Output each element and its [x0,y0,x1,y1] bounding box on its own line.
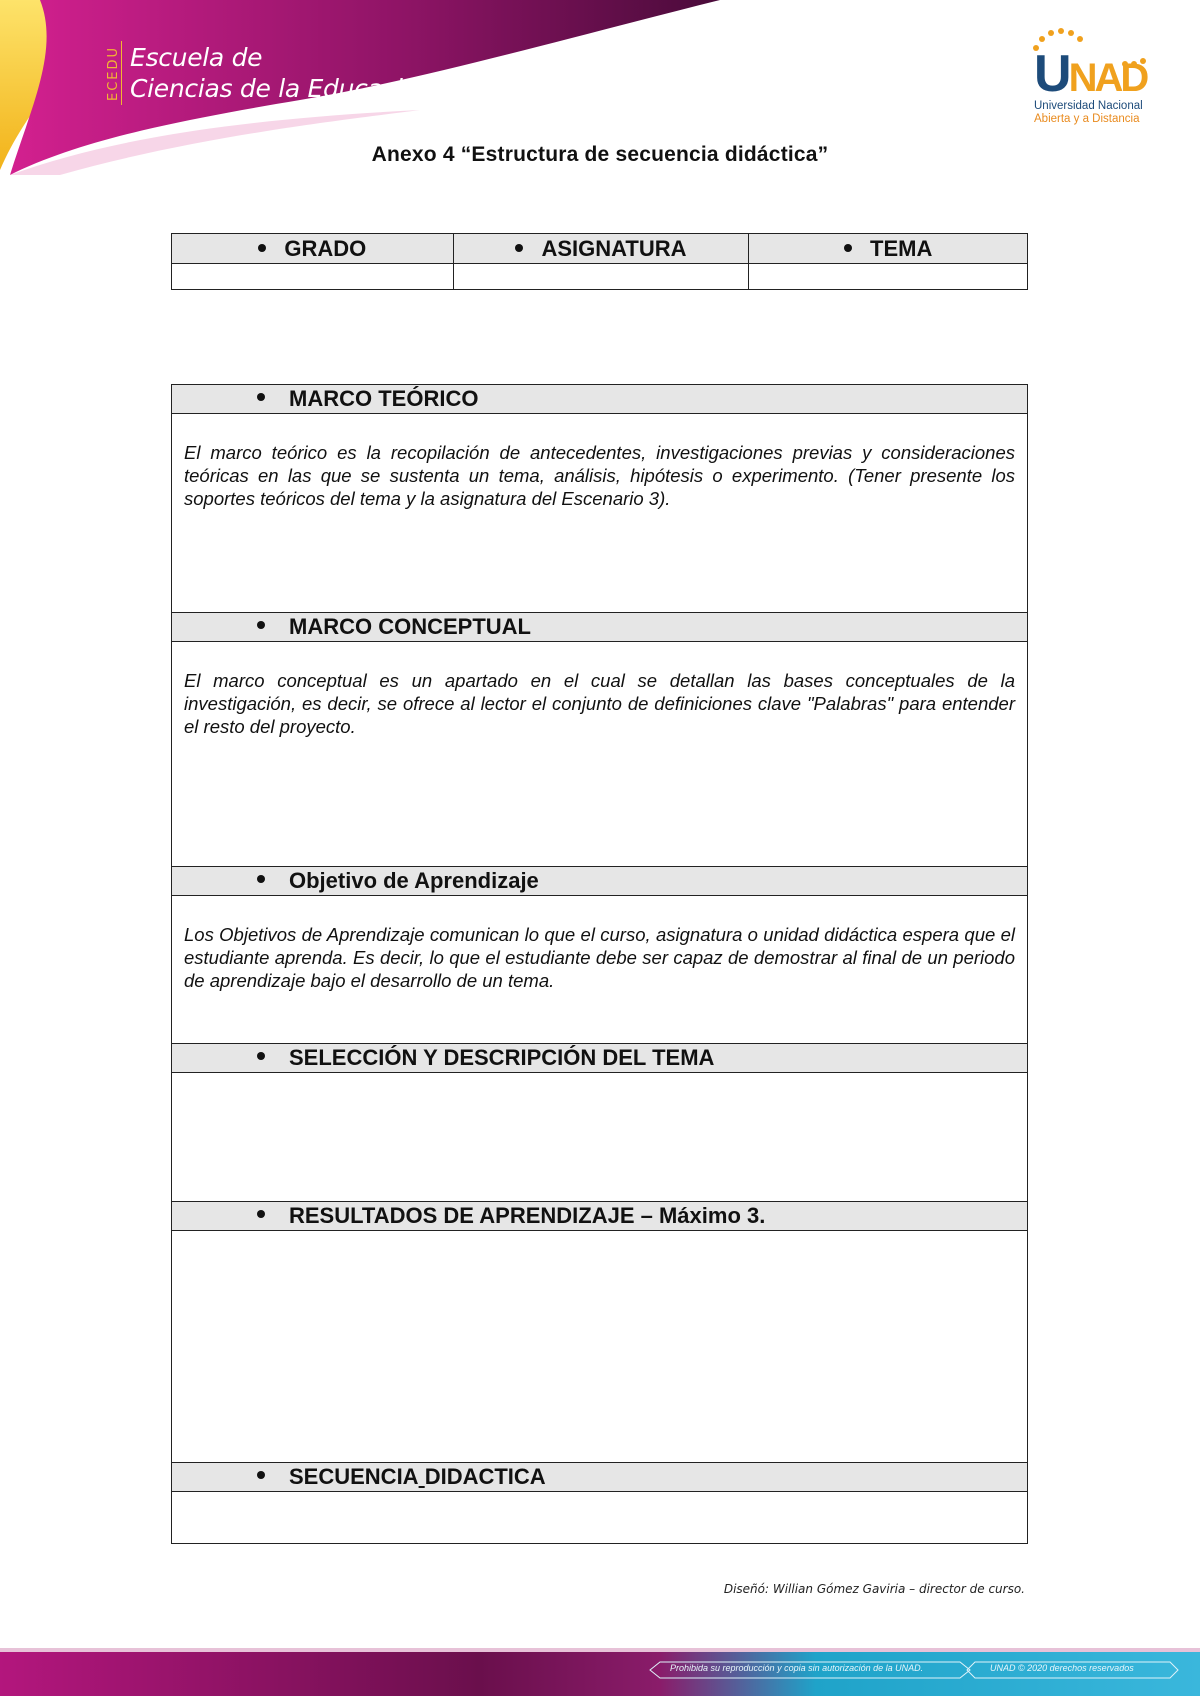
unad-logo [1030,28,1160,128]
bullet-icon [257,393,265,401]
section-text: Los Objetivos de Aprendizaje comunican lo que el curso, asignatura o unidad didáctica espera que el estudiante aprenda. Es decir, lo que el estudiante debe ser capaz de demostrar al final de un periodo de aprendizaje bajo el desarrollo de un tema. [184,924,1015,991]
bullet-icon [257,1471,265,1479]
section-title: Objetivo de Aprendizaje [289,868,539,893]
bullet-icon [844,244,852,252]
info-table [171,233,1028,290]
school-logo [100,38,433,108]
bullet-icon [257,1210,265,1218]
school-name [130,42,433,104]
section-body-marco-teorico[interactable] [172,414,1027,613]
section-body-resultados[interactable] [172,1231,1027,1463]
school-tag: ECEDU [100,41,122,105]
sections-table [171,384,1028,1544]
section-body-objetivo[interactable] [172,896,1027,1044]
section-title: MARCO TEÓRICO [289,386,479,411]
logo-subtitle-line1: Universidad Nacional [1034,100,1143,112]
bullet-icon [258,244,266,252]
school-name-line1: Escuela de [130,43,263,72]
bullet-icon [257,875,265,883]
info-table-value-row [172,264,1028,290]
bullet-icon [257,1052,265,1060]
section-body-secuencia-didactica[interactable] [172,1492,1027,1543]
section-text: El marco conceptual es un apartado en el cual se detallan las bases conceptuales de la investigación, es decir, se ofrece al lector el conjunto de definiciones clave "Palabras" para entender el resto del proyecto. [184,670,1015,737]
footer-note-right: UNAD © 2020 derechos reservados [990,1663,1134,1673]
logo-subtitle-line2: Abierta y a Distancia [1034,113,1140,125]
section-header-marco-conceptual [172,613,1027,642]
info-header-tema: TEMA [749,234,1028,264]
section-header-marco-teorico [172,385,1027,414]
bullet-icon [257,621,265,629]
info-header-asignatura: ASIGNATURA [453,234,749,264]
logo-wordmark: UNAD [1034,45,1147,103]
bullet-icon [515,244,523,252]
section-header-seleccion-tema [172,1044,1027,1073]
section-header-resultados [172,1202,1027,1231]
asignatura-field[interactable] [453,264,749,290]
design-credit: Diseñó: Willian Gómez Gaviria – director de curso. [723,1582,1025,1596]
section-body-marco-conceptual[interactable] [172,642,1027,867]
header-banner [0,0,1200,200]
section-title-part2: DIDACTICA [424,1464,546,1489]
document-title: Anexo 4 “Estructura de secuencia didáctica” [371,143,829,166]
section-header-objetivo [172,867,1027,896]
grado-field[interactable] [172,264,454,290]
section-title-part1: SECUENCIA [289,1464,419,1489]
section-title: SELECCIÓN Y DESCRIPCIÓN DEL TEMA [289,1045,715,1070]
section-header-secuencia-didactica [172,1463,1027,1492]
section-title: RESULTADOS DE APRENDIZAJE – Máximo 3. [289,1203,766,1228]
footer-note-left: Prohibida su reproducción y copia sin autorización de la UNAD. [670,1663,924,1673]
section-text: El marco teórico es la recopilación de antecedentes, investigaciones previas y consideraciones teóricas en las que se sustenta un tema, análisis, hipótesis o experimento. (Tener presente los soportes teóricos del tema y la asignatura del Escenario 3). [184,442,1015,509]
section-body-seleccion-tema[interactable] [172,1073,1027,1202]
info-table-header-row [172,234,1028,264]
tema-field[interactable] [749,264,1028,290]
info-header-grado: GRADO [172,234,454,264]
school-name-line2: Ciencias de la Educación [130,74,434,103]
section-title: MARCO CONCEPTUAL [289,614,531,639]
